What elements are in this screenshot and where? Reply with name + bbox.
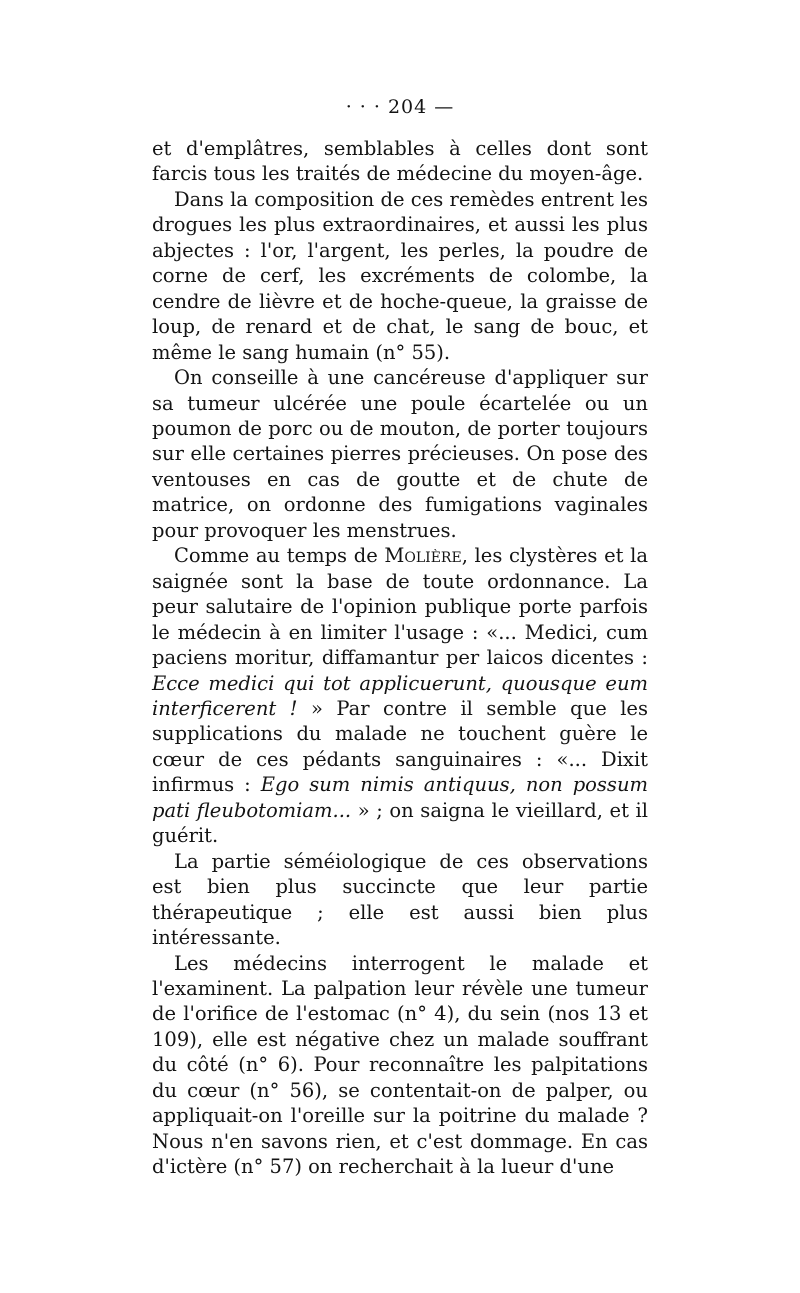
page-number: · · · 204 —: [345, 96, 455, 118]
text-run: On conseille à une cancéreuse d'appliquer sur sa tumeur ulcérée une poule écartelée ou un poumon de porc ou de mouton, de porter toujours sur elle certaines pierres précieuses. On pose des ventouses en cas de goutte et de chute de matrice, on ordonne des fumigations vaginales pour provoquer les menstrues.: [152, 366, 648, 542]
body-text: [152, 136, 648, 1180]
paragraph: [152, 543, 648, 848]
text-run: et d'emplâtres, semblables à celles dont sont farcis tous les traités de médecine du moyen-âge.: [152, 137, 648, 186]
latin-quote: Ecce medici qui tot applicuerunt, quousque eum interficerent !: [152, 671, 648, 720]
latin-quote: Ego sum nimis antiquus, non possum pati fleubotomiam...: [152, 773, 648, 822]
paragraph: [152, 187, 648, 365]
text-run: Comme au temps de: [174, 544, 385, 568]
paragraph: [152, 365, 648, 543]
text-run: , les clystères et la saignée sont la base de toute ordonnance. La peur salutaire de l'opinion publique porte parfois le médecin à en limiter l'usage : «... Medici, cum paciens moritur, diffamantur per laicos dicentes :: [152, 544, 648, 670]
paragraph: [152, 136, 648, 187]
text-run: Dans la composition de ces remèdes entrent les drogues les plus extraordinaires, et aussi les plus abjectes : l'or, l'argent, les perles, la poudre de corne de cerf, les excréments de colombe, la cendre de lièvre et de hoche-queue, la graisse de loup, de renard et de chat, le sang de bouc, et même le sang humain (n° 55).: [152, 187, 648, 364]
paragraph: [152, 849, 648, 951]
text-run: La partie séméiologique de ces observations est bien plus succincte que leur partie thérapeutique ; elle est aussi bien plus intéressante.: [152, 849, 648, 950]
paragraph: [152, 951, 648, 1180]
text-run: » Par contre il semble que les supplications du malade ne touchent guère le cœur de ces pédants sanguinaires : «... Dixit infirmus :: [152, 696, 648, 797]
author-name: Molière: [384, 544, 462, 568]
text-run: Les médecins interrogent le malade et l'examinent. La palpation leur révèle une tumeur de l'orifice de l'estomac (n° 4), du sein (nos 13 et 109), elle est négative chez un malade souffrant du côté (n° 6). Pour reconnaître les palpitations du cœur (n° 56), se contentait-on de palper, ou appliquait-on l'oreille sur la poitrine du malade ? Nous n'en savons rien, et c'est dommage. En cas d'ictère (n° 57) on recherchait à la lueur d'une: [152, 951, 648, 1179]
text-run: » ; on saigna le vieillard, et il guérit.: [152, 798, 648, 848]
